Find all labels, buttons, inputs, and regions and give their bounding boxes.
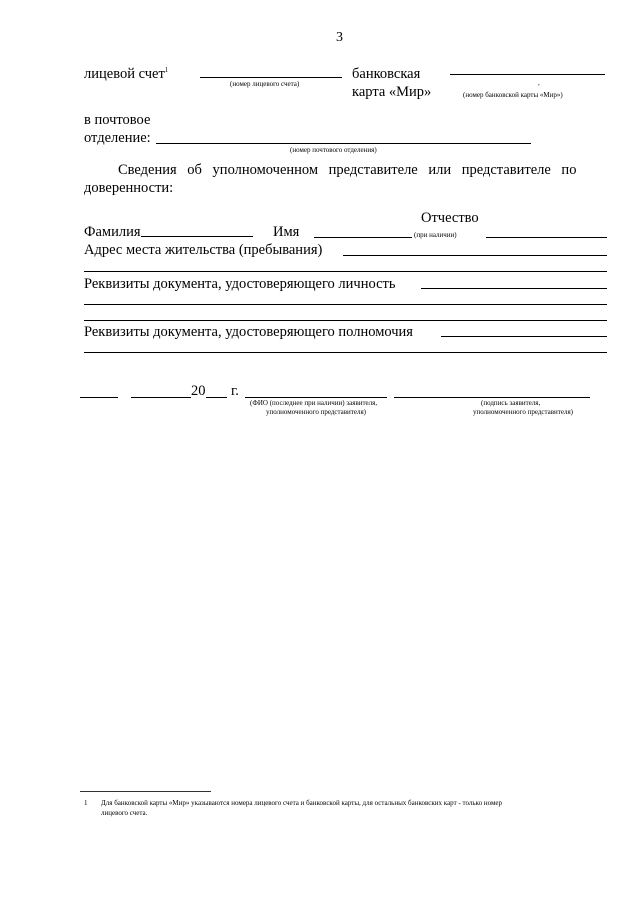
signature-field[interactable] <box>394 397 590 398</box>
address-label: Адрес места жительства (пребывания) <box>84 242 323 258</box>
date-year-field[interactable] <box>206 397 227 398</box>
post-label-line1: в почтовое <box>84 112 151 128</box>
footnote-text-line2: лицевого счета. <box>101 809 148 817</box>
account-caption: (номер лицевого счета) <box>230 80 300 88</box>
fio-caption-line1: (ФИО (последнее при наличии) заявителя, <box>250 399 378 407</box>
fio-caption-line2: уполномоченного представителя) <box>266 408 367 416</box>
patronymic-label: Отчество <box>421 210 479 226</box>
date-year-suffix: г. <box>231 383 239 399</box>
account-label: лицевой счет$^1$ <box>84 66 169 82</box>
card-label-line2: карта «Мир» <box>352 84 432 100</box>
identity-doc-field-line3[interactable] <box>84 320 607 321</box>
patronymic-note: (при наличии) <box>414 231 457 239</box>
authority-doc-label: Реквизиты документа, удостоверяющего полномочия <box>84 324 413 340</box>
card-caption: (номер банковской карты «Мир») <box>463 91 563 99</box>
sign-caption-line1: (подпись заявителя, <box>481 399 541 407</box>
footnote-ref: 1 <box>164 66 169 74</box>
fio-field[interactable] <box>245 397 387 398</box>
address-field-line1[interactable] <box>343 255 607 256</box>
patronymic-field[interactable] <box>486 237 607 238</box>
authority-doc-field-line1[interactable] <box>441 336 607 337</box>
date-year-prefix: 20 <box>191 383 206 399</box>
page-number: 3 <box>336 30 343 45</box>
post-label-line2: отделение: <box>84 130 151 146</box>
sign-caption-line2: уполномоченного представителя) <box>473 408 574 416</box>
first-name-label: Имя <box>273 224 300 240</box>
post-office-field[interactable] <box>156 143 531 144</box>
date-month-field[interactable] <box>131 397 191 398</box>
footnote-number: 1 <box>84 799 88 807</box>
representative-heading-line2: доверенности: <box>84 180 174 196</box>
identity-doc-field-line2[interactable] <box>84 304 607 305</box>
card-label-line1: банковская <box>352 66 421 82</box>
first-name-field[interactable] <box>314 237 412 238</box>
card-number-field[interactable] <box>450 74 605 75</box>
representative-heading-line1: Сведения об уполномоченном представителе или представителе по <box>118 162 577 178</box>
address-field-line2[interactable] <box>84 271 607 272</box>
footnote-text-line1: Для банковской карты «Мир» указываются номера лицевого счета и банковской карты, для остальных банковских карт - только номер <box>101 799 502 807</box>
post-caption: (номер почтового отделения) <box>290 146 377 154</box>
authority-doc-field-line2[interactable] <box>84 352 607 353</box>
surname-field[interactable] <box>141 236 253 237</box>
surname-label: Фамилия <box>84 224 141 240</box>
identity-doc-field-line1[interactable] <box>421 288 607 289</box>
footnote-separator <box>80 791 211 792</box>
card-comma: , <box>538 79 540 87</box>
date-day-field[interactable] <box>80 397 118 398</box>
identity-doc-label: Реквизиты документа, удостоверяющего личность <box>84 276 396 292</box>
account-number-field[interactable] <box>200 77 342 78</box>
